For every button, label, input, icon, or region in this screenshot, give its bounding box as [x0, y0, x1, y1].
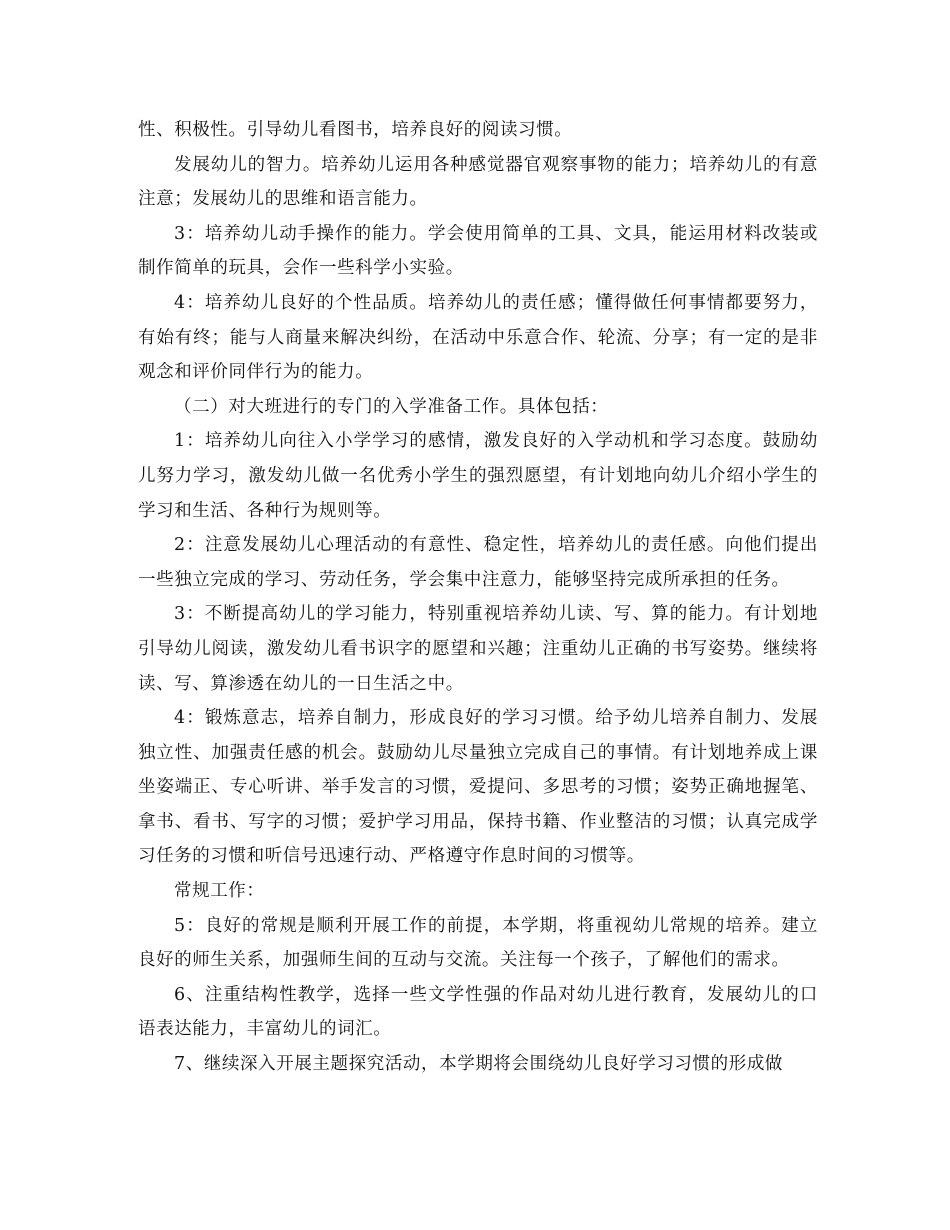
paragraph-routine: 5：良好的常规是顺利开展工作的前提，本学期，将重视幼儿常规的培养。建立良好的师生关系，加强师生间的互动与交流。关注每一个孩子，了解他们的需求。	[138, 915, 818, 971]
paragraph-learning-ability: 3：不断提高幼儿的学习能力，特别重视培养幼儿读、写、算的能力。有计划地引导幼儿阅读，激发幼儿看书识字的愿望和兴趣；注重幼儿正确的书写姿势。继续将读、写、算渗透在幼儿的一日生活之中。	[138, 604, 818, 694]
paragraph-intelligence: 发展幼儿的智力。培养幼儿运用各种感觉器官观察事物的能力；培养幼儿的有意注意；发展幼儿的思维和语言能力。	[138, 154, 818, 210]
paragraph-personality: 4：培养幼儿良好的个性品质。培养幼儿的责任感；懂得做任何事情都要努力，有始有终；能与人商量来解决纠纷，在活动中乐意合作、轮流、分享；有一定的是非观念和评价同伴行为的能力。	[138, 292, 818, 383]
document-body	[138, 113, 818, 1082]
section-heading-school-prep: （二）对大班进行的专门的入学准备工作。具体包括：	[174, 396, 609, 417]
paragraph-school-motivation: 1：培养幼儿向往入小学学习的感情，激发良好的入学动机和学习态度。鼓励幼儿努力学习，激发幼儿做一名优秀小学生的强烈愿望，有计划地向幼儿介绍小学生的学习和生活、各种行为规则等。	[138, 431, 818, 521]
paragraph-hands-on-ability: 3：培养幼儿动手操作的能力。学会使用简单的工具、文具，能运用材料改装或制作简单的玩具，会作一些科学小实验。	[138, 223, 818, 279]
paragraph-self-control: 4：锻炼意志，培养自制力，形成良好的学习习惯。给予幼儿培养自制力、发展独立性、加强责任感的机会。鼓励幼儿尽量独立完成自己的事情。有计划地养成上课坐姿端正、专心听讲、举手发言的习惯，爱提问、多思考的习惯；姿势正确地握笔、拿书、看书、写字的习惯；爱护学习用品，保持书籍、作业整洁的习惯；认真完成学习任务的习惯和听信号迅速行动、严格遵守作息时间的习惯等。	[138, 708, 818, 867]
paragraph-structured-teaching: 6、注重结构性教学，选择一些文学性强的作品对幼儿进行教育，发展幼儿的口语表达能力，丰富幼儿的词汇。	[138, 984, 818, 1040]
paragraph-theme-activities: 7、继续深入开展主题探究活动，本学期将会围绕幼儿良好学习习惯的形成做	[174, 1054, 784, 1075]
section-heading-routine: 常规工作：	[174, 881, 265, 902]
paragraph-attention: 2：注意发展幼儿心理活动的有意性、稳定性，培养幼儿的责任感。向他们提出一些独立完成的学习、劳动任务，学会集中注意力，能够坚持完成所承担的任务。	[138, 535, 818, 590]
paragraph-reading-habit: 性、积极性。引导幼儿看图书，培养良好的阅读习惯。	[138, 120, 573, 140]
